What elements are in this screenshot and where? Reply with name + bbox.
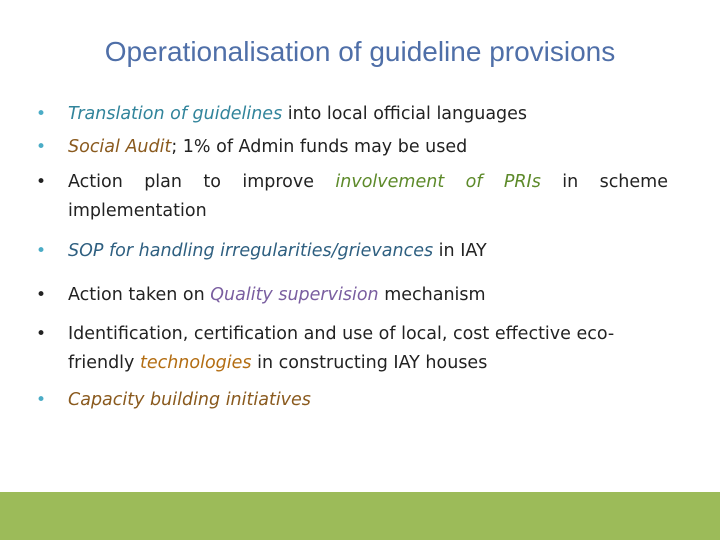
- bullet-plain-text: in constructing IAY houses: [251, 353, 488, 373]
- bullet-plain-text: in IAY: [433, 241, 487, 261]
- emphasis-capacity-building: Capacity building initiatives: [68, 390, 311, 410]
- emphasis-involvement: involvement of PRIs: [335, 172, 541, 192]
- bullet-text: [68, 133, 668, 162]
- bullet-text: [68, 168, 668, 226]
- bullet-text: [68, 320, 668, 378]
- emphasis-sop: SOP for handling irregularities/grievances: [68, 241, 434, 261]
- bullet-marker: •: [36, 172, 47, 192]
- bullet-marker: •: [36, 241, 47, 261]
- list-item: [36, 320, 668, 378]
- emphasis-quality-supervision: Quality supervision: [210, 285, 379, 305]
- bullet-marker: •: [36, 104, 47, 124]
- emphasis-social-audit: Social Audit: [68, 137, 172, 157]
- bullet-plain-text: in scheme implementation: [68, 172, 668, 221]
- bullet-plain-text: mechanism: [378, 285, 486, 305]
- bullet-marker: •: [36, 137, 47, 157]
- list-item: [36, 281, 668, 310]
- footer-band: [0, 492, 720, 540]
- list-item: [36, 386, 668, 415]
- bullet-marker: •: [36, 285, 47, 305]
- bullet-marker: •: [36, 390, 47, 410]
- list-item: [36, 168, 668, 226]
- bullet-text: [68, 281, 668, 310]
- bullet-plain-text: ; 1% of Admin funds may be used: [171, 137, 468, 157]
- bullet-text: [68, 386, 668, 415]
- bullet-text: [68, 100, 668, 129]
- bullet-plain-text: into local official languages: [282, 104, 528, 124]
- bullet-plain-text: Action taken on: [68, 285, 211, 305]
- slide-title: Operationalisation of guideline provisions: [104, 36, 616, 67]
- emphasis-technologies: technologies: [139, 353, 252, 373]
- emphasis-translation: Translation of guidelines: [68, 104, 283, 124]
- list-item: [36, 237, 668, 266]
- bullet-text: [68, 237, 668, 266]
- list-item: [36, 133, 668, 162]
- bullet-marker: •: [36, 324, 47, 344]
- bullet-plain-text: Action plan to improve: [68, 172, 336, 192]
- bullet-plain-text: Identification, certification and use of local, cost effective eco-friendly: [68, 324, 615, 373]
- list-item: [36, 100, 668, 129]
